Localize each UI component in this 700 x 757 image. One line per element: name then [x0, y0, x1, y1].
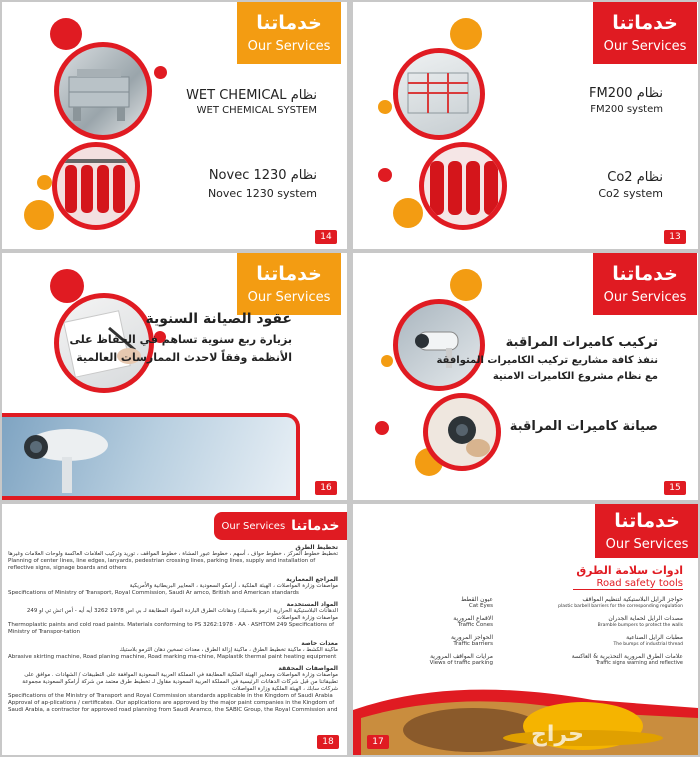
service-description: ننفذ كافة مشاريع تركيب الكاميرات المتوافقة	[436, 355, 658, 366]
tool-item	[533, 634, 683, 648]
tools-left-column	[423, 596, 493, 667]
header-arabic: خدماتنا	[291, 518, 340, 534]
cctv-banner	[2, 413, 300, 500]
section	[8, 665, 338, 714]
brochure-page-14	[2, 2, 347, 249]
service-subtitle: WET CHEMICAL SYSTEM	[196, 105, 317, 116]
section	[8, 601, 338, 636]
services-header	[593, 2, 697, 64]
cylinders-photo	[52, 142, 140, 230]
service-description: بزيارة ربع سنوية تساهم في الحفاظ على	[69, 333, 292, 346]
decor-circle	[450, 18, 482, 50]
tool-item	[423, 634, 493, 648]
brochure-page-13	[353, 2, 698, 249]
tool-english: Cat Eyes	[468, 603, 493, 609]
header-arabic: خدماتنا	[612, 12, 678, 34]
tool-english: plastic barbell barriers for the corresponding regulation	[558, 604, 683, 609]
camera-install-photo	[393, 299, 485, 391]
brochure-page-16	[2, 253, 347, 500]
header-english: Our Services	[221, 520, 286, 532]
brochure-page-17	[353, 504, 698, 755]
section	[8, 640, 338, 661]
tool-arabic: حواجز الرايل البلاستيكية لتنظيم المواقف	[582, 596, 683, 603]
tool-item	[533, 615, 683, 629]
services-header	[214, 512, 347, 540]
page-number: 16	[315, 481, 337, 495]
brochure-page-18	[2, 504, 347, 755]
tool-item	[423, 615, 493, 629]
section-arabic: مواصفات وزارة المواصلات ومعايير الهيئة الملكية المطابقة في المملكة العربية السعودية الموافقة على التطبيقات / الشهادات . موافق على تطبيقاتنا من قبل شركات الدهانات الرئيسية في المملكة العربية السعودية مقاول لـ تخطيط طرق معتمد من شركة أرامكو السعودية مجموعة شركات سابك ، الهيئة الملكية وزارة المواصلات	[22, 672, 338, 692]
section-arabic: مواصفات وزارة المواصلات ، الهيئة الملكية ، أرامكو السعودية ، المعايير البريطانية والأمريكية	[129, 583, 338, 589]
decor-circle	[154, 66, 167, 79]
tool-item	[533, 653, 683, 667]
service-title: صيانة كاميرات المراقبة	[509, 419, 658, 434]
tool-arabic: الاقماع المرورية	[453, 615, 493, 622]
services-header	[593, 253, 697, 315]
decor-circle	[24, 200, 54, 230]
service-description: مع نظام مشروع الكاميرات الامنية	[492, 371, 658, 382]
section-title-english: Road safety tools	[573, 578, 683, 590]
co2-cylinders-photo	[419, 142, 507, 230]
section	[8, 576, 338, 597]
header-english: Our Services	[247, 39, 331, 54]
tool-english: Traffic barriers	[453, 641, 493, 647]
section-title-arabic: ادوات سلامة الطرق	[576, 564, 683, 577]
tool-english: Bramble bumpers to protect the walls	[597, 623, 683, 628]
service-title: نظام Novec 1230	[208, 168, 317, 183]
service-title: عقود الصيانة السنوية	[145, 311, 292, 327]
service-subtitle: Novec 1230 system	[207, 187, 317, 200]
tool-english: Traffic Cones	[457, 622, 493, 628]
decor-circle	[378, 168, 392, 182]
section-english: Planning of center lines, line edges, lanyards, pedestrian crossing lines, parking lines, supply and installation of reflective signs, signage boards and others	[8, 558, 316, 571]
decor-circle	[375, 421, 389, 435]
tool-item	[533, 596, 683, 610]
header-english: Our Services	[603, 39, 687, 54]
tool-arabic: الحواجز المرورية	[450, 634, 493, 641]
page-number: 14	[315, 230, 337, 244]
decor-circle	[393, 198, 423, 228]
section	[8, 544, 338, 572]
section-arabic: ماكينة الكشط ، ماكينة تخطيط الطرق ، ماكينة إزالة الطرق ، معدات تسخين دهان الثرمو بلاستيك	[119, 647, 338, 653]
brochure-page-15	[353, 253, 698, 500]
tool-arabic: عيون القطط	[461, 596, 493, 603]
section-title: المواد المستخدمة	[286, 601, 338, 608]
service-title: نظام WET CHEMICAL	[186, 88, 317, 103]
service-title: تركيب كاميرات المراقبة	[505, 335, 658, 350]
tool-arabic: مصدات الرايل لحماية الجدران	[608, 615, 683, 622]
camera-maintenance-photo	[423, 393, 501, 471]
safety-gear-photo	[353, 680, 698, 755]
header-arabic: خدماتنا	[256, 263, 322, 285]
section-arabic: تخطيط خطوط المركز ، خطوط حواف ، أسهم ، خطوط عبور المشاة ، خطوط المواقف ، توريد وتركيب العلامات العاكسة ولوحات العلامات وغيرها	[8, 551, 338, 557]
header-arabic: خدماتنا	[256, 12, 322, 34]
services-header	[237, 2, 341, 64]
road-marking-content	[8, 544, 338, 714]
header-arabic: خدماتنا	[614, 510, 680, 532]
services-header	[595, 504, 698, 558]
tool-english: Traffic signs warning and reflective	[595, 660, 683, 666]
watermark: حراج	[531, 722, 584, 747]
service-subtitle: FM200 system	[590, 104, 663, 115]
header-arabic: خدماتنا	[612, 263, 678, 285]
header-english: Our Services	[603, 290, 687, 305]
decor-circle	[450, 269, 482, 301]
section-arabic: الدهانات البلاستيكية الحرارية (ثرمو بلاستيك) ودهانات الطرق الباردة المواد المطابقة لـ بي اس 1978 3262 أيه أيه - أس اتش تي او 249 مواصفات وزارة المواصلات	[26, 608, 338, 621]
header-english: Our Services	[247, 290, 331, 305]
kitchen-system-photo	[54, 42, 152, 140]
section-title: المواصفات المحققة	[278, 665, 338, 672]
section-english: Abrasive skirting machine, Road planing machine, Road marking ma-chine, Maplastik thermal paint heating equipment	[8, 654, 337, 660]
tool-arabic: مطبات الرايل الصناعية	[626, 634, 683, 641]
decor-circle	[50, 18, 82, 50]
decor-circle	[37, 175, 52, 190]
tool-item	[423, 653, 493, 667]
tool-english: Views of traffic parking	[429, 660, 493, 666]
tools-right-column	[533, 596, 683, 667]
page-number: 17	[367, 735, 389, 749]
tool-item	[423, 596, 493, 610]
section-english: Thermoplastic paints and cold road paints. Materials conforming to PS 3262:1978 · AA · ASHTOM 249 Specifications of Ministry of Transpor-tation	[8, 622, 335, 635]
section-title: معدات خاصة	[301, 640, 338, 647]
page-number: 18	[317, 735, 339, 749]
section-title: تخطيط الطرق	[295, 544, 338, 551]
section-english: Specifications of Ministry of Transport, Royal Commission, Saudi Ar amco, British and American standards	[8, 590, 299, 596]
page-number: 15	[664, 481, 686, 495]
decor-circle	[378, 100, 392, 114]
page-number: 13	[664, 230, 686, 244]
service-title: نظام FM200	[589, 86, 663, 101]
service-description: الأنظمة وفقاً لاحدث الممارسات العالمية	[76, 351, 292, 364]
decor-circle	[381, 355, 393, 367]
fm200-room-photo	[393, 48, 485, 140]
tool-arabic: علامات الطرق المرورية التحذيرية & العاكسة	[571, 653, 683, 660]
section-english: Specifications of the Ministry of Transport and Royal Commission standards applicable in the Kingdom of Saudi Arabia Approval of ap-plications / certificates. Our applications are approved by the major paint companies in the Kingdom of Saudi Arabia, a contractor for approved road planning from Saudi Aramco, the SABIC Group, the Royal Commission and	[8, 693, 338, 713]
decor-circle	[50, 269, 84, 303]
services-header	[237, 253, 341, 315]
service-title: نظام Co2	[607, 170, 663, 185]
section-title: المراجع المعمارية	[286, 576, 338, 583]
tool-arabic: مرايات المواقف المرورية	[430, 653, 493, 660]
service-subtitle: Co2 system	[598, 187, 663, 200]
tool-english: The bumps of industrial thread	[613, 642, 683, 647]
header-english: Our Services	[605, 537, 689, 552]
